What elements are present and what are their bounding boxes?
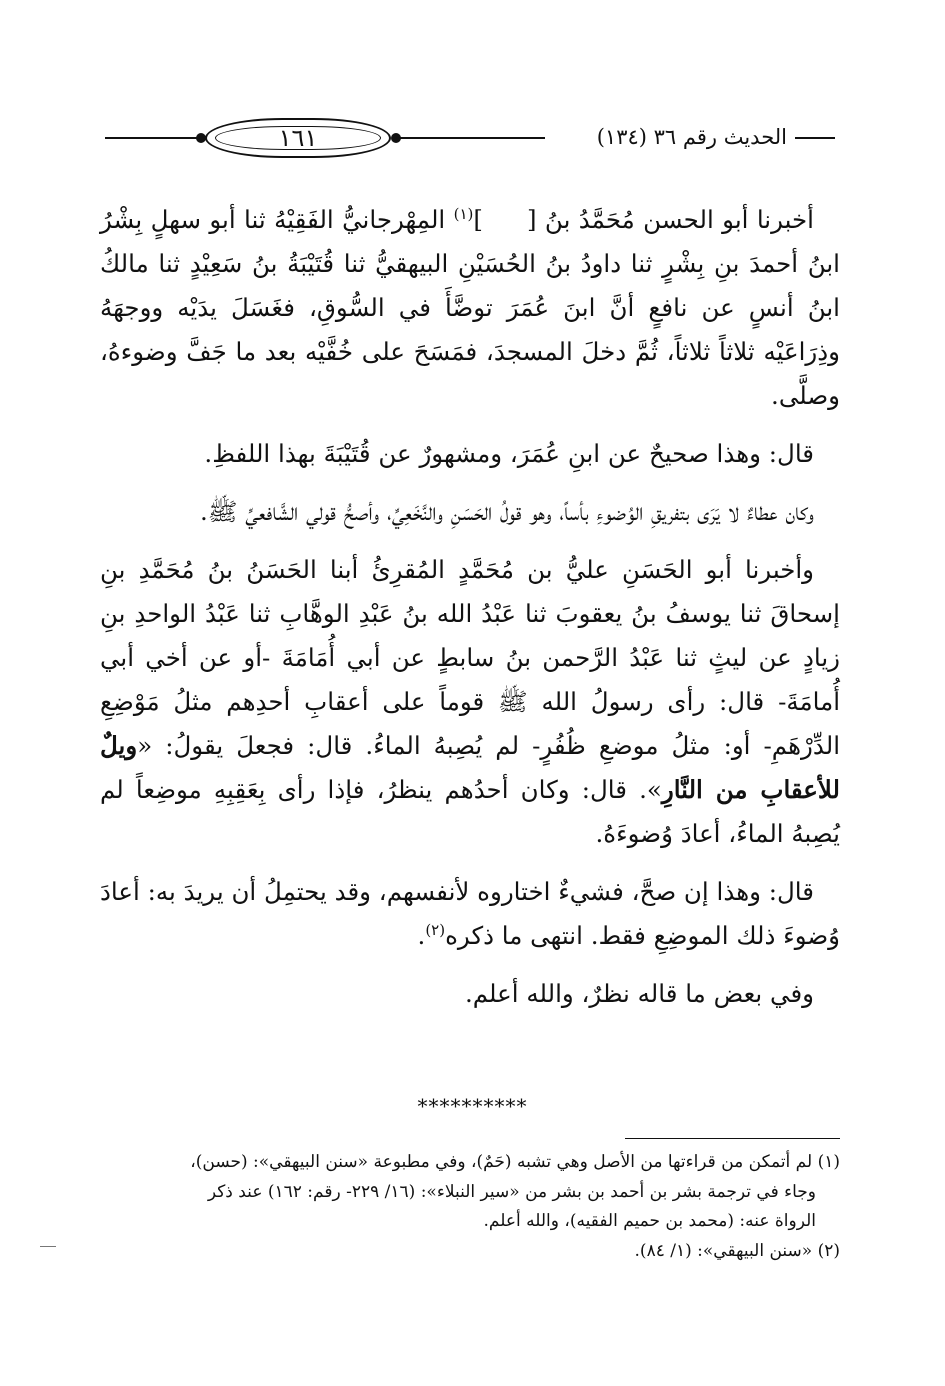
paragraph-6: وفي بعض ما قاله نظرٌ، والله أعلم. <box>464 979 814 1008</box>
footnote-1-line-2: وجاء في ترجمة بشر بن أحمد بن بشر من «سير النبلاء»: (١٦/ ٢٢٩- رقم: ١٦٢) عند ذكر <box>207 1181 816 1202</box>
header-rule-right <box>795 137 835 139</box>
paragraph-1 <box>100 198 840 418</box>
main-text <box>100 198 840 1030</box>
margin-mark <box>40 1246 56 1247</box>
header-rule-left <box>105 137 200 139</box>
page-header <box>105 112 835 162</box>
section-separator: ********** <box>417 1094 528 1118</box>
footnotes <box>100 1148 840 1266</box>
hadith-quote: ويلٌ للأعقابِ من النَّارِ <box>100 731 841 804</box>
paragraph-1-text-c: المِهْرجانيُّ الفَقِيْهُ ثنا أبو سهلٍ بِشْرُ ابنُ أحمدَ بنِ بِشْرٍ ثنا داودُ بنُ الحُسَيْنِ البيهقيُّ ثنا قُتَيْبَةُ بنُ سَعِيْدٍ ثنا مالكُ ابنُ أنسٍ عن نافعٍ أنَّ ابنَ عُمَرَ توضَّأَ في السُّوقِ، فغَسَلَ يدَيْه ووجهَهُ وذِرَاعَيْه ثلاثاً ثلاثاً، ثُمَّ دخلَ المسجدَ، فمَسَحَ على خُفَّيْه بعد ما جَفَّ وضوءهُ، وصلَّى. <box>100 205 840 410</box>
paragraph-4-text-a: وأخبرنا أبو الحَسَنِ عليُّ بن مُحَمَّدٍ المُقرِئُ أبنا الحَسَنُ بنُ مُحَمَّدِ بنِ إسحاقَ ثنا يوسفُ بنُ يعقوبَ ثنا عَبْدُ الله بنُ عَبْدِ الوهَّابِ ثنا عَبْدُ الواحدِ بنِ زيادٍ عن ليثٍ ثنا عَبْدُ الرَّحمن بنُ سابطٍ عن أبي أُمَامَةَ -أو عن أخي أبي أُمامَةَ- قال: رأى رسولُ الله ﷺ قوماً على أعقابِ أحدِهم مثلُ مَوْضِعِ الدِّرْهَمِ- أو: مثلُ موضعِ ظُفُرٍ- لم يُصِبهُ الماءُ. قال: فجعلَ يقولُ: « <box>100 555 840 760</box>
footnote-2: (٢) «سنن البيهقي»: (١/ ٨٤). <box>634 1240 840 1261</box>
running-title: الحديث رقم ٣٦ (١٣٤) <box>545 122 795 152</box>
paragraph-5-text-a: قال: وهذا إن صحَّ، فشيءٌ اختاروه لأنفسهم، وقد يحتمِلُ أن يريدَ به: أعادَ وُضوءَ ذلك الموضِعِ فقط. انتهى ما ذكره <box>100 877 840 950</box>
paragraph-4 <box>100 548 840 856</box>
footnote-ref-1[interactable]: (١) <box>453 204 474 223</box>
paragraph-4-text-b: ». قال: وكان أحدُهم ينظرُ، فإذا رأى بِعَقِبِهِ موضِعاً لم يُصِبهُ الماءُ، أعادَ وُضوءَهُ. <box>100 775 840 848</box>
paragraph-5 <box>100 870 840 958</box>
paragraph-1-text-a: أخبرنا أبو الحسن مُحَمَّدُ بنُ [ <box>526 205 814 234</box>
footnote-rule <box>625 1138 840 1139</box>
paragraph-3: وكان عطاءٌ لا يَرَى بتفريقِ الوُضوءِ بأساً، وهو قولُ الحَسَنِ والنَّخَعِيِّ، وأصحُّ قولي الشَّافعيِّ ﷺ. <box>200 497 814 526</box>
footnote-ref-2[interactable]: (٢) <box>425 920 446 939</box>
footnote-1-line-3: الرواة عنه: (محمد بن حميم الفقيه)، والله أعلم. <box>483 1211 816 1231</box>
page-number: ١٦١ <box>278 124 318 152</box>
paragraph-5-text-b: . <box>417 921 426 950</box>
paragraph-1-text-b: ] <box>473 205 483 234</box>
footnote-1-line-1: (١) لم أتمكن من قراءتها من الأصل وهي تشبه (حَمٌ)، وفي مطبوعة «سنن البيهقي»: (حسن)، <box>190 1152 840 1172</box>
paragraph-2: قال: وهذا صحيحٌ عن ابنِ عُمَرَ، ومشهورٌ عن قُتَيْبَةَ بهذا اللفظِ. <box>204 439 814 468</box>
